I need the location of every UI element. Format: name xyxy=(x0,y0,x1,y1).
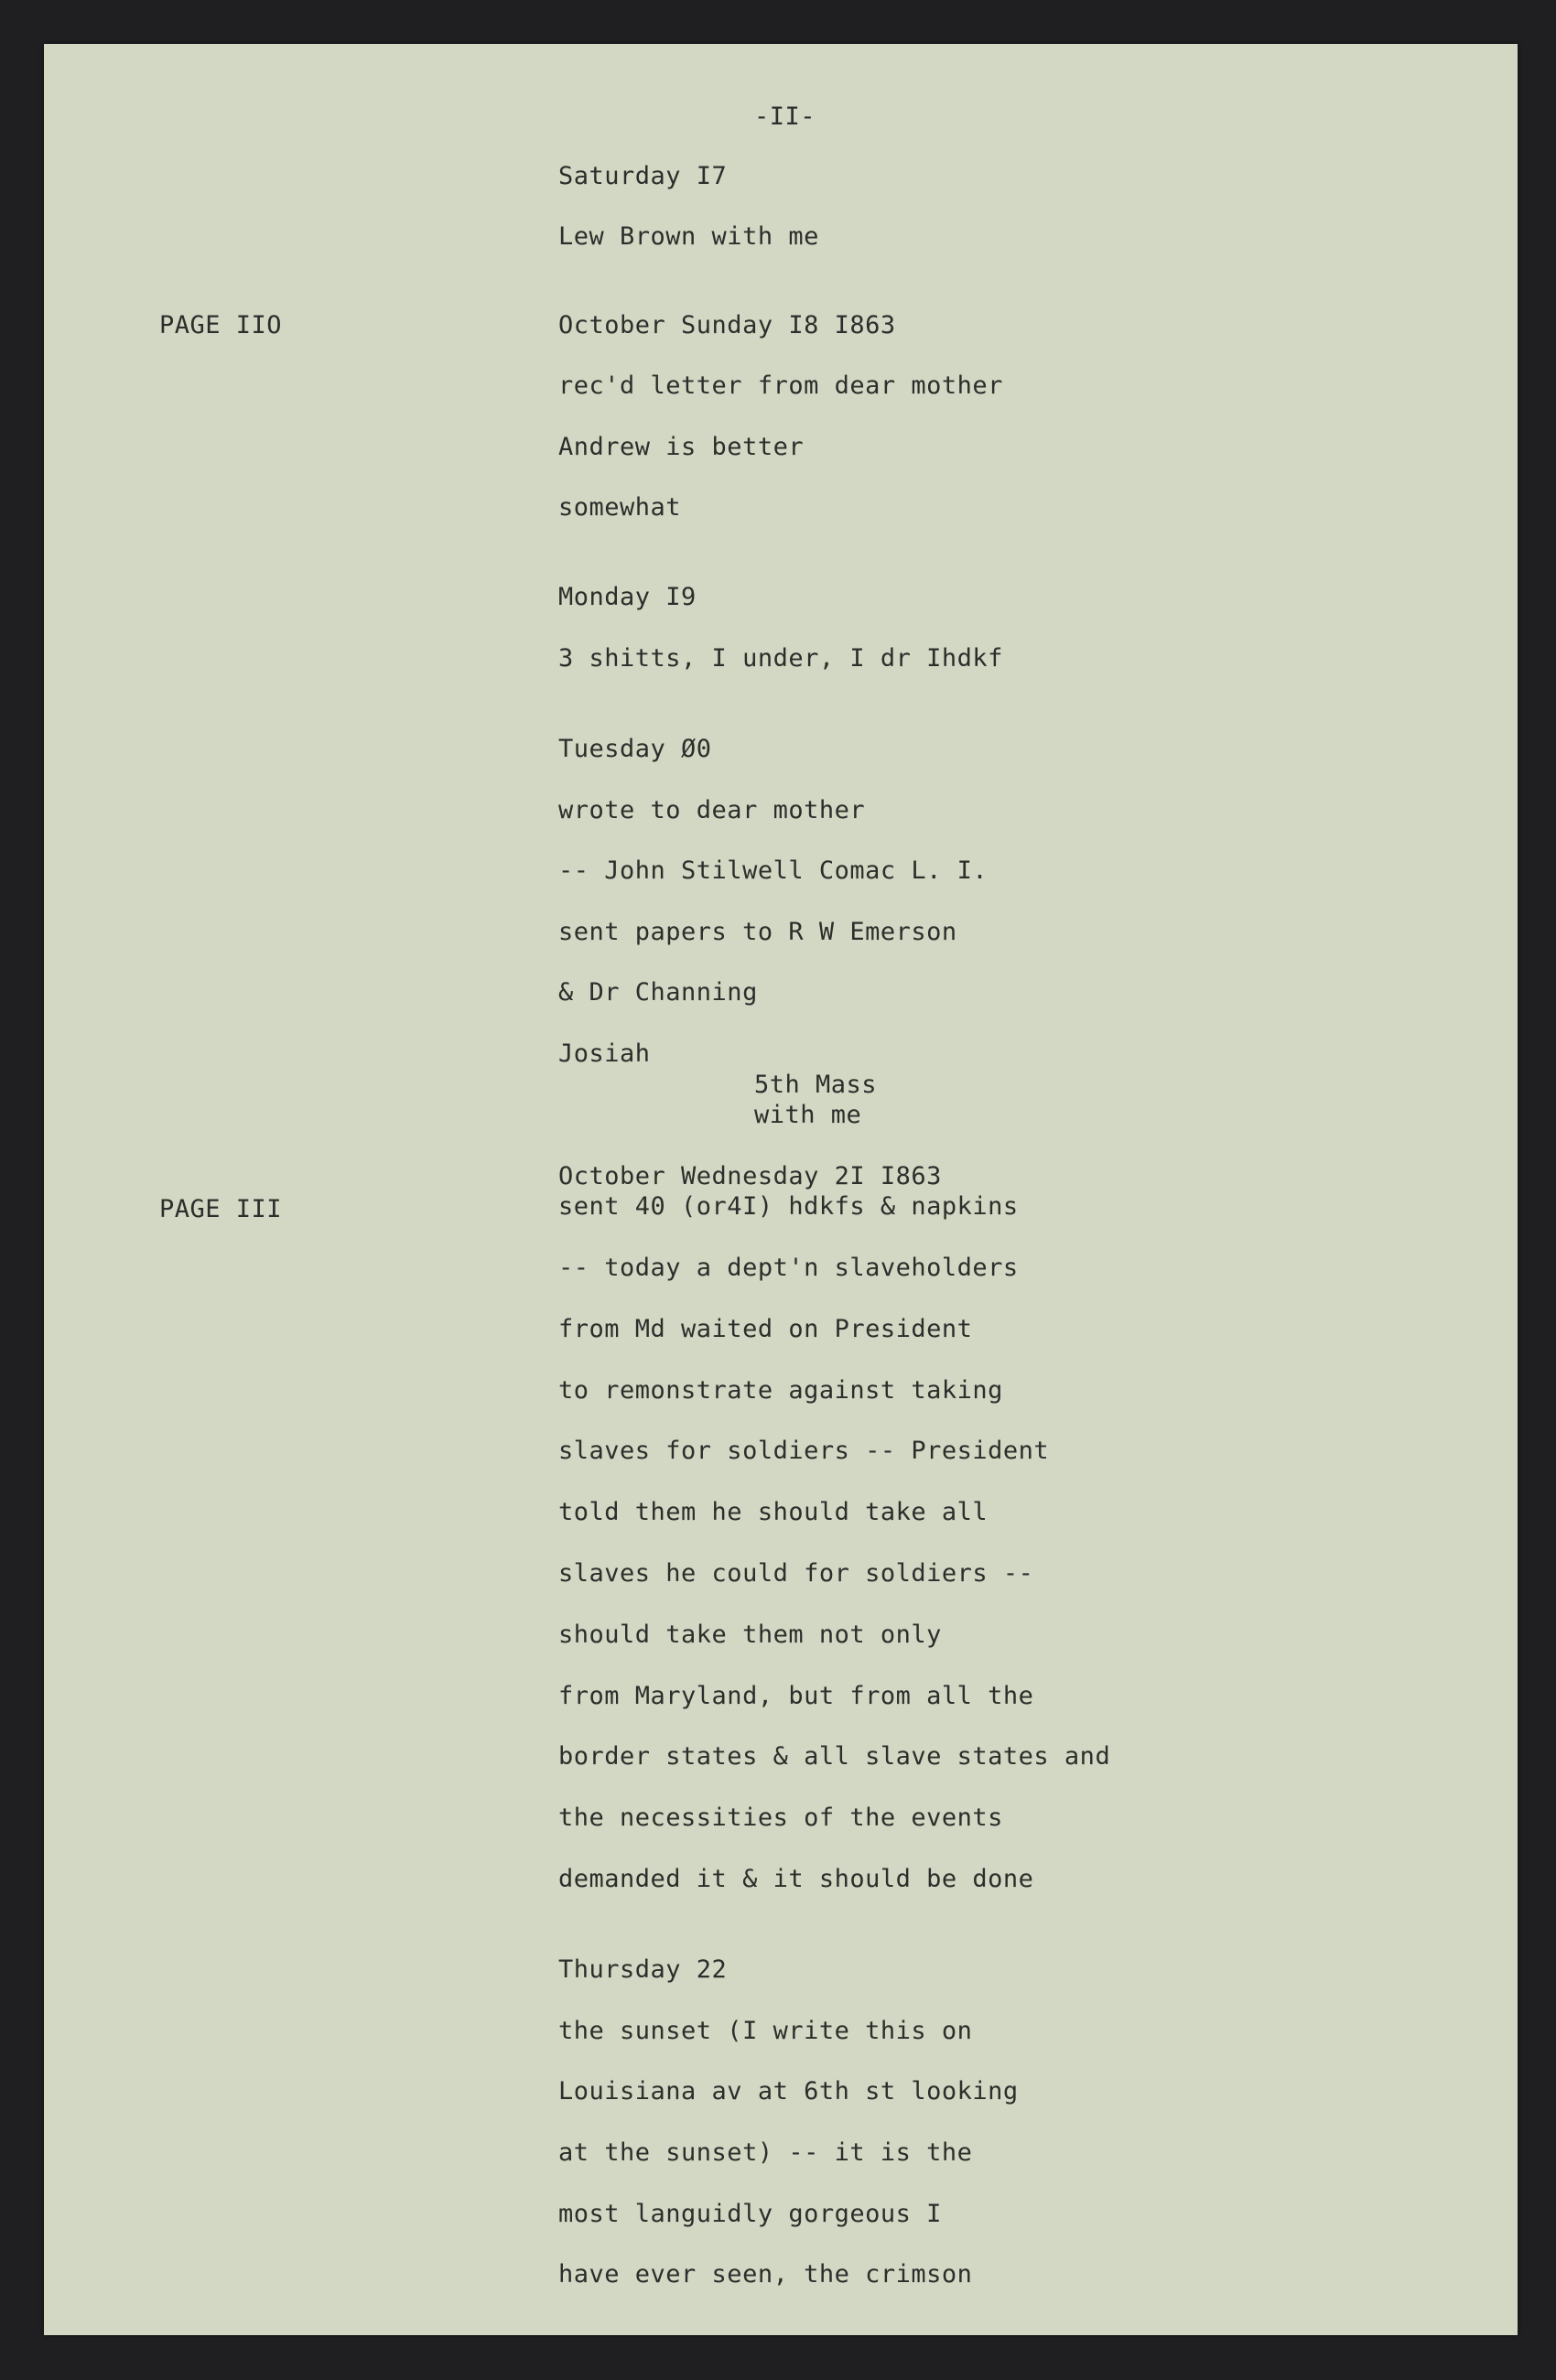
diary-line: to remonstrate against taking xyxy=(558,1376,1003,1405)
diary-line: Tuesday Ø0 xyxy=(558,735,712,763)
diary-line: & Dr Channing xyxy=(558,978,758,1007)
diary-line: rec'd letter from dear mother xyxy=(558,372,1003,400)
diary-line: Louisiana av at 6th st looking xyxy=(558,2077,1019,2105)
diary-line: wrote to dear mother xyxy=(558,796,866,824)
diary-line: Lew Brown with me xyxy=(558,222,819,251)
diary-line: somewhat xyxy=(558,493,682,522)
margin-note-page-111: PAGE III xyxy=(159,1195,283,1223)
page-number: -II- xyxy=(754,102,816,131)
typescript-page xyxy=(44,44,1518,2335)
diary-line: Monday I9 xyxy=(558,583,697,611)
diary-line: at the sunset) -- it is the xyxy=(558,2138,973,2167)
diary-line: demanded it & it should be done xyxy=(558,1865,1034,1893)
diary-line: sent 40 (or4I) hdkfs & napkins xyxy=(558,1192,1019,1221)
diary-line: border states & all slave states and xyxy=(558,1742,1111,1771)
diary-line: slaves he could for soldiers -- xyxy=(558,1559,1034,1588)
diary-line: Saturday I7 xyxy=(558,162,728,190)
diary-line: the sunset (I write this on xyxy=(558,2017,973,2045)
diary-line: -- John Stilwell Comac L. I. xyxy=(558,856,989,885)
diary-line: the necessities of the events xyxy=(558,1804,1003,1832)
diary-line: from Maryland, but from all the xyxy=(558,1682,1034,1710)
diary-line: 5th Mass xyxy=(754,1071,878,1099)
diary-line: Thursday 22 xyxy=(558,1955,728,1984)
diary-line: have ever seen, the crimson xyxy=(558,2260,973,2288)
diary-line: from Md waited on President xyxy=(558,1315,973,1343)
diary-line: -- today a dept'n slaveholders xyxy=(558,1254,1019,1282)
diary-line: October Sunday I8 I863 xyxy=(558,311,896,339)
diary-line: 3 shitts, I under, I dr Ihdkf xyxy=(558,644,1003,673)
diary-line: with me xyxy=(754,1101,862,1129)
diary-line: sent papers to R W Emerson xyxy=(558,918,957,946)
diary-line: Andrew is better xyxy=(558,433,805,461)
margin-note-page-110: PAGE IIO xyxy=(159,311,283,339)
diary-line: October Wednesday 2I I863 xyxy=(558,1162,942,1190)
diary-line: Josiah xyxy=(558,1039,651,1068)
diary-line: should take them not only xyxy=(558,1621,942,1649)
diary-line: told them he should take all xyxy=(558,1498,989,1526)
diary-line: most languidly gorgeous I xyxy=(558,2200,942,2228)
diary-line: slaves for soldiers -- President xyxy=(558,1437,1050,1465)
